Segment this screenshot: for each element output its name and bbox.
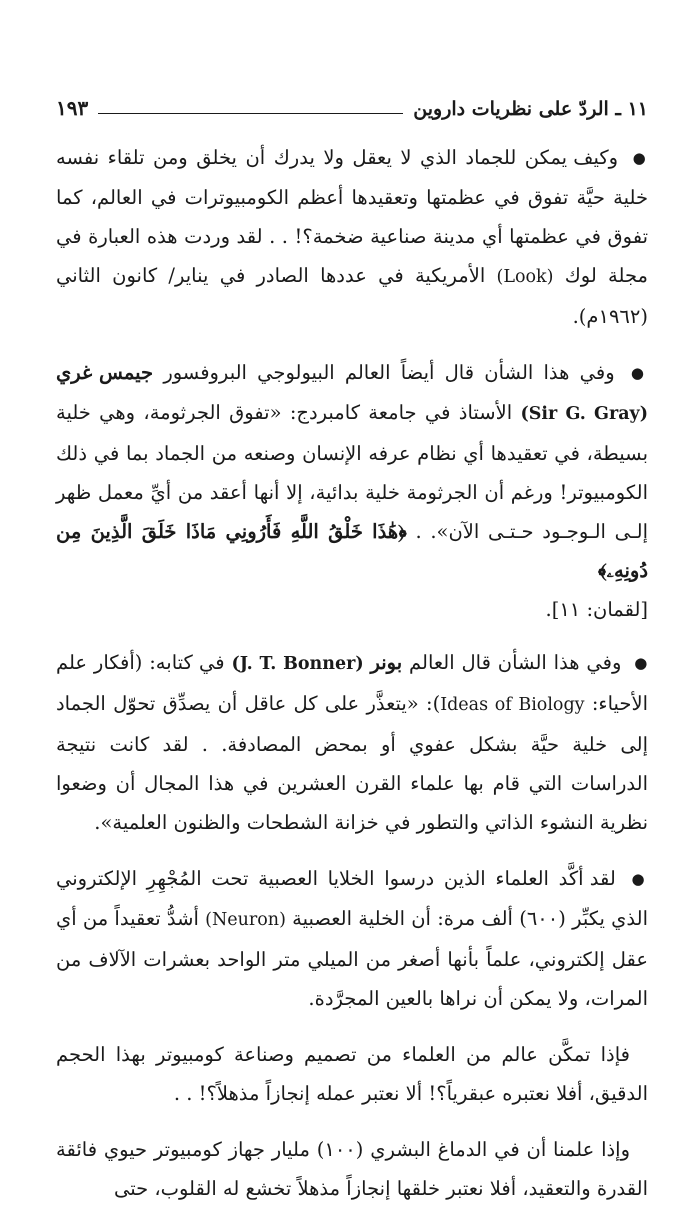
- header-rule: [98, 113, 403, 114]
- paragraph-2: [56, 353, 648, 629]
- paragraph-2-lead: وفي هذا الشأن قال أيضاً العالم البيولوجي البروفسور: [163, 361, 615, 384]
- paragraph-5: [56, 1035, 648, 1113]
- paragraph-1-text: وكيف يمكن للجماد الذي لا يعقل ولا يدرك أن يخلق ومن تلقاء نفسه خلية حيَّة تفوق في عظمتها وتعقيدها أعظم الكومبيوترات في العالم، كما تفوق في عظمتها أي مدينة صناعية ضخمة؟! . . لقد وردت هذه العبارة في مجلة لوك: [56, 146, 649, 287]
- page-number: ١٩٣: [56, 96, 89, 120]
- paragraph-3-lead: وفي هذا الشأن قال العالم: [409, 651, 622, 674]
- paragraph-4-lead: لقد أكَّد العلماء الذين درسوا الخلايا العصبية تحت المُجْهِرِ الإلكتروني الذي يكبِّر (٦٠٠) ألف مرة: أن الخلية العصبية: [56, 867, 648, 930]
- quran-citation: [لقمان: ١١].: [545, 598, 648, 621]
- paragraph-4: [56, 859, 648, 1018]
- paragraph-3-tail: ): «يتعذَّر على كل عاقل أن يصدِّق تحوّل الجماد إلى خلية حيَّة بشكل عفوي أو بمحض المصادفة. . لقد كانت نتيجة الدراسات التي قام بها علماء القرن العشرين في هذا المجال أن وضعوا نظرية النشوء الذاتي والتطور في خزانة الشطحات والظنون العلمية».: [56, 692, 648, 834]
- paragraph-3-text: في كتابه: (أفكار علم الأحياء:: [56, 651, 648, 715]
- scientist-name-gray: جيمس غري: [56, 361, 154, 384]
- bullet-icon: ●: [632, 149, 648, 167]
- paragraph-2-text: الأستاذ في جامعة كامبردج: «تفوق الجرثومة، وهي خلية بسيطة، في تعقيدها أي نظام عرفه الإنسان وصنعه من الجماد بما في ذلك الكومبيوتر! ورغم أن الجرثومة خلية بدائية، إلا أنها أعقد من أيِّ معمل ظهر إلـى الـوجـود حـتـى الآن». .: [56, 401, 648, 543]
- bullet-icon: ●: [634, 654, 649, 672]
- paragraph-1: [56, 138, 648, 336]
- book-title-latin: Ideas of Biology: [440, 695, 585, 715]
- neuron-latin: (Neuron): [205, 910, 286, 930]
- paragraph-3: [56, 643, 648, 842]
- bullet-icon: ●: [631, 870, 648, 888]
- body-text: [56, 138, 648, 1208]
- chapter-title: ١١ ـ الردّ على نظريات داروين: [413, 98, 648, 120]
- scientist-latin-bonner: (J. T. Bonner): [231, 654, 364, 674]
- running-header: [56, 84, 648, 120]
- quran-verse: ﴿هَٰذَا خَلْقُ اللَّهِ فَأَرُونِي مَاذَا خَلَقَ الَّذِينَ مِن دُونِهِۦ﴾: [56, 520, 648, 582]
- scientist-latin-gray: (Sir G. Gray): [520, 404, 649, 424]
- paragraph-6: [56, 1130, 648, 1208]
- book-page: [56, 84, 648, 1225]
- scientist-name-bonner: بونر: [370, 651, 403, 674]
- bullet-icon: ●: [630, 364, 648, 382]
- paragraph-1-tail: الأمريكية في عددها الصادر في يناير/ كانون الثاني (١٩٦٢م).: [56, 264, 648, 328]
- paragraph-4-tail: أشدُّ تعقيداً من أي عقل إلكتروني، علماً بأنها أصغر من الميلي متر الواحد بعشرات الآلاف من المرات، ولا يمكن أن نراها بالعين المجرَّدة.: [56, 907, 648, 1010]
- paragraph-1-latin: (Look): [496, 267, 554, 287]
- paragraph-5-text: فإذا تمكَّن عالم من العلماء من تصميم وصناعة كومبيوتر بهذا الحجم الدقيق، أفلا نعتبره عبقرياً؟! ألا نعتبر عمله إنجازاً مذهلاً؟! . .: [56, 1043, 648, 1105]
- paragraph-6-text: وإذا علمنا أن في الدماغ البشري (١٠٠) مليار جهاز كومبيوتر حيوي فائقة القدرة والتعقيد، أفلا نعتبر خلقها إنجازاً مذهلاً تخشع له القلوب، حتى: [56, 1138, 648, 1200]
